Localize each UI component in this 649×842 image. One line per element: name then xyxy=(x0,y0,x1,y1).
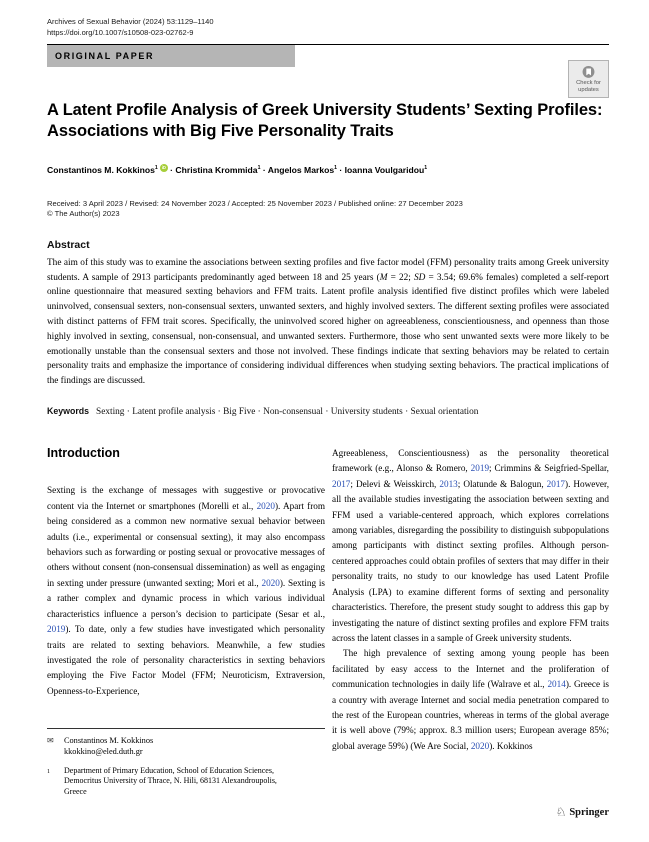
footnote-block xyxy=(47,728,325,798)
article-type-banner: ORIGINAL PAPER xyxy=(47,45,295,67)
history-dates-line: Received: 3 April 2023 / Revised: 24 November 2023 / Accepted: 25 November 2023 / Published online: 27 December 2023 xyxy=(47,198,463,208)
keywords-text: Sexting · Latent profile analysis · Big Five · Non-consensual · University students · Sexual orientation xyxy=(96,407,479,418)
citation-link[interactable]: 2020 xyxy=(261,577,280,588)
doi-link[interactable]: https://doi.org/10.1007/s10508-023-02762-9 xyxy=(47,27,194,37)
authors-line: Constantinos M. Kokkinos$^1$ iD · Christina Krommida$^1$ · Angelos Markos$^1$ · Ioanna Voulgaridou$^1$ xyxy=(47,164,428,175)
journal-citation-line: Archives of Sexual Behavior (2024) 53:1129–1140 xyxy=(47,17,214,26)
citation-link[interactable]: 2019 xyxy=(470,463,490,474)
correspondence-details xyxy=(64,735,153,757)
springer-logo xyxy=(556,805,609,820)
paper-title xyxy=(47,100,609,142)
intro-paragraph-left: Sexting is the exchange of messages with suggestive or provocative content via the Internet or smartphones (Morelli et al., 2020). Apart from being considered as a common new normative sexual behavior between adults (i.e., experimental or consensual sexting), it may also encompass behaviors such as forwarding or posting sexual or provocative messages of others without consent (non-consensual dissemination) as well as engaging in sexting under pressure (unwanted sexting; Mori et al., 2020). Sexting is a rather complex and dynamic process in which various individual characteristics influence a person’s decision to participate (Sesar et al., 2019). To date, only a few studies have investigated which personality traits are related to sexting behaviors. Meanwhile, a few studies investigated the role of personality characteristics in sexting behaviors employing the Five Factor Model (FFM; Neuroticism, Extraversion, Openness-to-Experience, xyxy=(47,485,325,696)
abstract-section xyxy=(47,239,609,389)
article-history xyxy=(47,199,609,220)
body-columns xyxy=(47,446,609,798)
left-column xyxy=(47,446,325,798)
paper-title-line-2: Associations with Big Five Personality Traits xyxy=(47,122,394,140)
affiliation-block xyxy=(47,766,325,798)
keywords-label: Keywords xyxy=(47,406,90,417)
paper-title-line-1: A Latent Profile Analysis of Greek University Students’ Sexting Profiles: xyxy=(47,101,603,119)
check-updates-icon xyxy=(581,65,596,80)
check-updates-label-2: updates xyxy=(578,86,599,93)
citation-link[interactable]: 2017 xyxy=(546,478,566,489)
citation-link[interactable]: 2014 xyxy=(547,679,566,690)
check-for-updates-button[interactable] xyxy=(568,60,609,98)
intro-paragraph-right-1: Agreeableness, Conscientiousness) as the personality theoretical framework (e.g., Alonso & Romero, 2019; Crimmins & Seigfried-Spellar, 2017; Delevi & Weisskirch, 2013; Olatunde & Balogun, 2017). However, all the available studies investigating the association between sexting and FFM used a variable-centered approach, which explores correlations among variables, disregarding the possibility to distinguish subpopulations among participants with distinct sexting profiles. Although person-centered approaches could obtain profiles of sexters that may differ in their personality traits, no study to our knowledge has used Latent Profile Analysis (LPA) to examine different forms of sexting and personality characteristics. Therefore, the present study sought to address this gap by investigating the nature of distinct sexting profiles and explore FFM traits across the latent classes in a sample of Greek university students. xyxy=(332,448,609,643)
intro-paragraph-right-2: The high prevalence of sexting among young people has been facilitated by easy access to the Internet and the proliferation of communication technologies in daily life (Walrave et al., 2014). Greece is a country with average Internet and social media penetration compared to the rest of the European countries, whereas in terms of the global average it is well above (79%; approx. 8.3 million users; European average 85%; global average 59%) (We Are Social, 2020). Kokkinos xyxy=(332,648,609,751)
affiliation-text: Department of Primary Education, School of Education Sciences, Democritus University of Thrace, N. Hili, 68131 Alexandroupolis, Greece xyxy=(64,765,277,797)
abstract-heading: Abstract xyxy=(47,238,90,251)
citation-link[interactable]: 2020 xyxy=(256,500,275,511)
correspondence-name: Constantinos M. Kokkinos xyxy=(64,735,154,745)
springer-wordmark: Springer xyxy=(569,807,609,818)
envelope-icon: ✉ xyxy=(47,735,54,745)
correspondence-email-link[interactable]: kkokkino@eled.duth.gr xyxy=(64,746,143,756)
citation-link[interactable]: 2019 xyxy=(47,624,66,635)
correspondence-block xyxy=(47,735,325,757)
affiliation-number: 1 xyxy=(47,768,50,775)
abstract-text: The aim of this study was to examine the associations between sexting profiles and five factor model (FFM) personality traits among Greek university students. A sample of 2913 participants predominantly aged between 18 and 25 years (M = 22; SD = 3.54; 69.6% females) completed a self-report online questionnaire that measured sexting behaviors and FFM traits. Latent profile analysis identified five distinct profiles which were labeled uninvolved, consensual sexters, non-consensual sexters, unwanted sexters, and highly involved sexters. The different sexting profiles were associated with distinct patterns of FFM trait scores. Specifically, the uninvolved scored higher on agreeableness, conscientiousness, and openness than those highly involved in sexting, consensual, non-consensual, and unwanted sexters. Furthermore, those who sent unwanted sexts were more likely to be emotionally unstable than the consensual sexters and those not involved. These findings indicate that sexting behaviors may be related to certain personality traits and emphasize the importance of considering individual differences when studying sexting behaviors. The practical implications of the findings are discussed. xyxy=(47,257,609,387)
right-column xyxy=(332,446,609,754)
introduction-heading: Introduction xyxy=(47,446,120,461)
check-updates-label-1: Check for xyxy=(576,80,601,86)
springer-knight-icon: ♘ xyxy=(555,805,567,819)
citation-link[interactable]: 2020 xyxy=(470,740,490,751)
copyright-line: © The Author(s) 2023 xyxy=(47,209,120,219)
citation-link[interactable]: 2013 xyxy=(439,478,458,489)
citation-link[interactable]: 2017 xyxy=(332,478,351,489)
keywords-line xyxy=(47,406,609,417)
orcid-icon[interactable]: iD xyxy=(161,165,166,170)
